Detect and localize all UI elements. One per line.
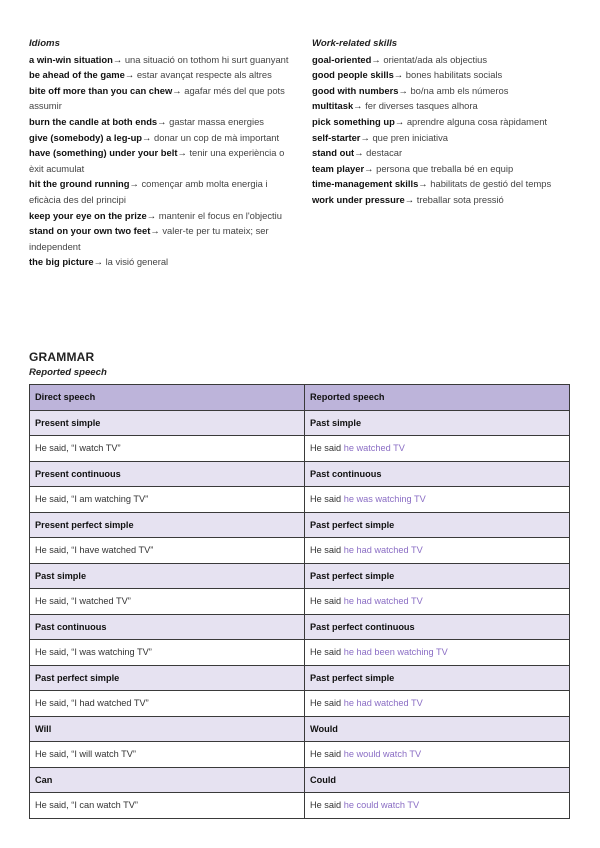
reported-example: he was watching TV [343, 494, 426, 505]
entry-term: good people skills [312, 69, 394, 81]
table-header-row [30, 385, 570, 411]
arrow-icon: → [404, 193, 417, 205]
entry-term: give (somebody) a leg-up [29, 131, 143, 143]
arrow-icon: → [398, 84, 411, 96]
glossary-entry [29, 130, 294, 146]
entry-translation: una situació on tothom hi surt guanyant [124, 53, 289, 65]
tense-row [30, 410, 570, 436]
idioms-heading: Idioms [29, 38, 60, 49]
entry-translation: donar un cop de mà important [154, 131, 280, 143]
reported-prefix: He said [310, 647, 342, 658]
tense-row [30, 716, 570, 742]
glossary-entry [29, 67, 294, 83]
reported-prefix: He said [310, 596, 342, 607]
entry-translation: que pren iniciativa [372, 131, 449, 143]
glossary-entry [312, 176, 577, 192]
entry-term: keep your eye on the prize [29, 209, 147, 221]
arrow-icon: → [150, 225, 163, 237]
reported-example-cell [305, 691, 570, 717]
reported-prefix: He said [310, 545, 342, 556]
work-skills-heading: Work-related skills [312, 38, 398, 49]
glossary-entry [312, 192, 577, 208]
reported-example: he had watched TV [343, 596, 423, 607]
arrow-icon: → [364, 162, 377, 174]
entry-term: self-starter [312, 131, 361, 143]
arrow-icon: → [371, 53, 384, 65]
tense-row [30, 461, 570, 487]
direct-tense: Present perfect simple [30, 512, 305, 538]
entry-term: team player [312, 162, 365, 174]
grammar-title: GRAMMAR [29, 350, 95, 364]
entry-translation: valer-te per tu mateix; ser independent [29, 225, 269, 252]
entry-translation: persona que treballa bé en equip [376, 162, 514, 174]
glossary-entry [312, 67, 577, 83]
entry-term: good with numbers [312, 84, 399, 96]
tense-row [30, 665, 570, 691]
direct-tense: Past perfect simple [30, 665, 305, 691]
arrow-icon: → [177, 147, 190, 159]
entry-term: time-management skills [312, 178, 419, 190]
arrow-icon: → [146, 209, 159, 221]
entry-term: have (something) under your belt [29, 147, 178, 159]
reported-example-cell [305, 589, 570, 615]
reported-tense: Past simple [305, 410, 570, 436]
reported-prefix: He said [310, 800, 342, 811]
entry-term: goal-oriented [312, 53, 372, 65]
reported-example-cell [305, 742, 570, 768]
example-row [30, 742, 570, 768]
tense-row [30, 614, 570, 640]
glossary-entry [29, 83, 294, 114]
glossary-entry [29, 176, 294, 207]
glossary-entry [312, 114, 577, 130]
example-row [30, 691, 570, 717]
reported-prefix: He said [310, 494, 342, 505]
entry-translation: aprendre alguna cosa ràpidament [406, 115, 548, 127]
reported-prefix: He said [310, 698, 342, 709]
arrow-icon: → [112, 53, 125, 65]
direct-example: He said, “I will watch TV” [30, 742, 305, 768]
reported-tense: Could [305, 767, 570, 793]
glossary-entry [29, 145, 294, 176]
entry-translation: treballar sota pressió [416, 193, 504, 205]
entry-translation: la visió general [105, 256, 169, 268]
entry-term: stand on your own two feet [29, 225, 151, 237]
reported-example-cell [305, 538, 570, 564]
example-row [30, 487, 570, 513]
reported-tense: Past perfect continuous [305, 614, 570, 640]
entry-translation: habilitats de gestió del temps [430, 178, 552, 190]
arrow-icon: → [393, 69, 406, 81]
direct-example: He said, “I had watched TV” [30, 691, 305, 717]
glossary-entry [312, 145, 577, 161]
arrow-icon: → [93, 256, 106, 268]
glossary-entry [29, 208, 294, 224]
example-row [30, 640, 570, 666]
reported-prefix: He said [310, 749, 342, 760]
direct-tense: Past simple [30, 563, 305, 589]
example-row [30, 793, 570, 819]
arrow-icon: → [157, 115, 170, 127]
example-row [30, 538, 570, 564]
entry-translation: fer diverses tasques alhora [365, 100, 478, 112]
reported-example: he watched TV [343, 443, 405, 454]
work-skills-section [312, 36, 577, 208]
reported-example-cell [305, 487, 570, 513]
idioms-section [29, 36, 294, 270]
grammar-subtitle: Reported speech [29, 367, 107, 378]
reported-example-cell [305, 436, 570, 462]
arrow-icon: → [124, 69, 137, 81]
reported-tense: Past perfect simple [305, 512, 570, 538]
reported-tense: Past perfect simple [305, 563, 570, 589]
entry-term: multitask [312, 100, 354, 112]
entry-translation: mantenir el focus en l'objectiu [158, 209, 282, 221]
example-row [30, 589, 570, 615]
entry-translation: gastar massa energies [169, 115, 264, 127]
entry-term: burn the candle at both ends [29, 115, 158, 127]
entry-translation: orientat/ada als objectius [383, 53, 488, 65]
arrow-icon: → [354, 147, 367, 159]
glossary-entry [312, 52, 577, 68]
glossary-entry [29, 223, 294, 254]
entry-translation: agafar més del que pots assumir [29, 84, 285, 112]
arrow-icon: → [353, 100, 366, 112]
entry-term: pick something up [312, 115, 395, 127]
arrow-icon: → [394, 115, 407, 127]
reported-example: he would watch TV [343, 749, 422, 760]
entry-term: hit the ground running [29, 178, 130, 190]
entry-translation: bo/na amb els números [410, 84, 509, 96]
direct-tense: Present continuous [30, 461, 305, 487]
glossary-entry [29, 114, 294, 130]
reported-speech-table [29, 384, 570, 819]
idioms-list [29, 52, 294, 270]
direct-example: He said, “I have watched TV” [30, 538, 305, 564]
entry-translation: estar avançat respecte als altres [136, 69, 272, 81]
arrow-icon: → [142, 131, 155, 143]
reported-example: he had been watching TV [343, 647, 448, 658]
header-reported-speech: Reported speech [305, 385, 570, 411]
entry-term: a win-win situation [29, 53, 113, 65]
tense-row [30, 767, 570, 793]
tense-row [30, 563, 570, 589]
reported-tense: Past continuous [305, 461, 570, 487]
entry-translation: bones habilitats socials [405, 69, 503, 81]
tense-row [30, 512, 570, 538]
entry-term: work under pressure [312, 193, 405, 205]
arrow-icon: → [129, 178, 142, 190]
glossary-entry [29, 254, 294, 270]
direct-example: He said, “I watched TV” [30, 589, 305, 615]
work-skills-list [312, 52, 577, 208]
reported-example-cell [305, 793, 570, 819]
reported-example: he had watched TV [343, 698, 423, 709]
header-direct-speech: Direct speech [30, 385, 305, 411]
entry-translation: tenir una experiència o èxit acumulat [29, 147, 285, 174]
direct-example: He said, “I was watching TV” [30, 640, 305, 666]
glossary-entry [312, 83, 577, 99]
reported-example-cell [305, 640, 570, 666]
glossary-entry [29, 52, 294, 68]
direct-example: He said, “I am watching TV” [30, 487, 305, 513]
arrow-icon: → [360, 131, 373, 143]
entry-term: be ahead of the game [29, 69, 125, 81]
direct-tense: Will [30, 716, 305, 742]
example-row [30, 436, 570, 462]
direct-tense: Present simple [30, 410, 305, 436]
entry-term: bite off more than you can chew [29, 84, 173, 96]
direct-tense: Can [30, 767, 305, 793]
reported-tense: Would [305, 716, 570, 742]
reported-example: he had watched TV [343, 545, 423, 556]
entry-translation: destacar [366, 147, 403, 159]
arrow-icon: → [172, 84, 185, 96]
reported-tense: Past perfect simple [305, 665, 570, 691]
reported-prefix: He said [310, 443, 342, 454]
entry-term: stand out [312, 147, 355, 159]
entry-translation: començar amb molta energia i eficàcia des del principi [29, 178, 268, 205]
glossary-entry [312, 98, 577, 114]
glossary-entry [312, 161, 577, 177]
direct-tense: Past continuous [30, 614, 305, 640]
glossary-entry [312, 130, 577, 146]
direct-example: He said, “I watch TV” [30, 436, 305, 462]
direct-example: He said, “I can watch TV” [30, 793, 305, 819]
arrow-icon: → [418, 178, 431, 190]
reported-example: he could watch TV [343, 800, 420, 811]
entry-term: the big picture [29, 256, 94, 268]
